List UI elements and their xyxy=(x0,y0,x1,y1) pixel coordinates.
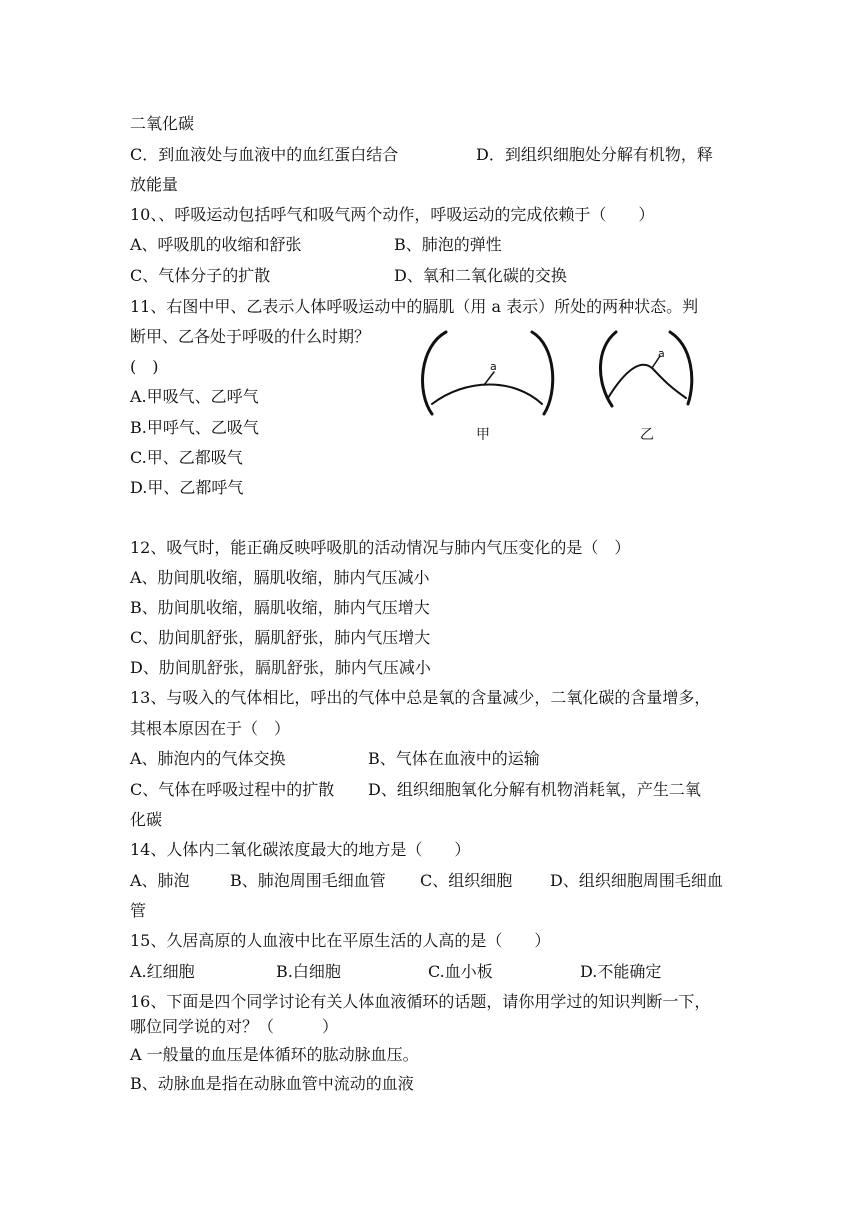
jia-diaphragm xyxy=(432,385,542,405)
line-2a: C．到血液处与血液中的血红蛋白结合 xyxy=(130,145,399,164)
q10-option-a: A、呼吸肌的收缩和舒张 xyxy=(130,235,302,254)
yi-label-a: a xyxy=(658,347,665,360)
q11-option-b: B.甲呼气、乙吸气 xyxy=(130,418,259,437)
yi-caption: 乙 xyxy=(640,427,654,443)
question-11-line1: 11、右图中甲、乙表示人体呼吸运动中的膈肌（用 a 表示）所处的两种状态。判 xyxy=(130,297,699,316)
jia-caption: 甲 xyxy=(476,427,490,443)
q14-option-c: C、组织细胞 xyxy=(420,871,513,890)
q11-option-c: C.甲、乙都吸气 xyxy=(130,448,243,467)
q11-option-a: A.甲吸气、乙呼气 xyxy=(130,387,259,406)
question-14: 14、人体内二氧化碳浓度最大的地方是（ ） xyxy=(130,840,471,859)
q10-option-b: B、肺泡的弹性 xyxy=(394,235,502,254)
question-12: 12、吸气时，能正确反映呼吸肌的活动情况与肺内气压变化的是（ ） xyxy=(130,538,631,557)
q15-option-c: C.血小板 xyxy=(428,962,493,981)
q15-option-b: B.白细胞 xyxy=(276,962,341,981)
q12-option-b: B、肋间肌收缩，膈肌收缩，肺内气压增大 xyxy=(130,598,430,617)
q13-option-d: D、组织细胞氧化分解有机物消耗氧，产生二氧 xyxy=(368,780,701,799)
q16-option-a: A 一般量的血压是体循环的肱动脉血压。 xyxy=(130,1045,419,1064)
diagram-jia xyxy=(423,332,553,414)
line-2b: D．到组织细胞处分解有机物，释 xyxy=(476,145,713,164)
q13-option-a: A、肺泡内的气体交换 xyxy=(130,749,286,768)
yi-diaphragm xyxy=(608,365,686,398)
jia-label-a: a xyxy=(490,360,497,373)
q12-option-c: C、肋间肌舒张，膈肌舒张，肺内气压增大 xyxy=(130,628,431,647)
q11-option-d: D.甲、乙都呼气 xyxy=(130,478,244,497)
question-16-line2: 哪位同学说的对？（ ） xyxy=(130,1017,339,1036)
question-11-line2: 断甲、乙各处于呼吸的什么时期？ xyxy=(130,327,371,346)
jia-right-wall xyxy=(532,332,553,414)
q13-option-d-cont: 化碳 xyxy=(130,810,163,829)
diaphragm-diagram xyxy=(418,322,718,452)
yi-left-wall xyxy=(600,332,616,406)
question-15: 15、久居高原的人血液中比在平原生活的人高的是（ ） xyxy=(130,931,551,950)
q14-option-a: A、肺泡 xyxy=(130,871,190,890)
jia-pointer xyxy=(484,372,494,385)
q15-option-d: D.不能确定 xyxy=(580,962,662,981)
diagram-yi xyxy=(600,332,691,406)
q10-option-c: C、气体分子的扩散 xyxy=(130,266,271,285)
line-3: 放能量 xyxy=(130,175,179,194)
q16-option-b: B、动脉血是指在动脉血管中流动的血液 xyxy=(130,1074,414,1093)
q13-option-b: B、气体在血液中的运输 xyxy=(368,749,540,768)
q13-option-c: C、气体在呼吸过程中的扩散 xyxy=(130,780,335,799)
line-1: 二氧化碳 xyxy=(130,114,195,133)
q14-option-d: D、组织细胞周围毛细血 xyxy=(550,871,723,890)
question-10: 10、、呼吸运动包括呼气和吸气两个动作，呼吸运动的完成依赖于（ ） xyxy=(130,205,655,224)
q12-option-a: A、肋间肌收缩，膈肌收缩，肺内气压减小 xyxy=(130,568,430,587)
q12-option-d: D、肋间肌舒张，膈肌舒张，肺内气压减小 xyxy=(130,658,431,677)
question-11-blank: ( ) xyxy=(130,357,159,376)
q14-option-d-cont: 管 xyxy=(130,901,147,920)
question-16-line1: 16、下面是四个同学讨论有关人体血液循环的话题，请你用学过的知识判断一下， xyxy=(130,992,711,1011)
q15-option-a: A.红细胞 xyxy=(130,962,195,981)
q14-option-b: B、肺泡周围毛细血管 xyxy=(230,871,386,890)
question-13-line1: 13、与吸入的气体相比，呼出的气体中总是氧的含量减少，二氧化碳的含量增多， xyxy=(130,688,711,707)
q10-option-d: D、氧和二氧化碳的交换 xyxy=(394,266,567,285)
question-13-line2: 其根本原因在于（ ） xyxy=(130,719,291,738)
